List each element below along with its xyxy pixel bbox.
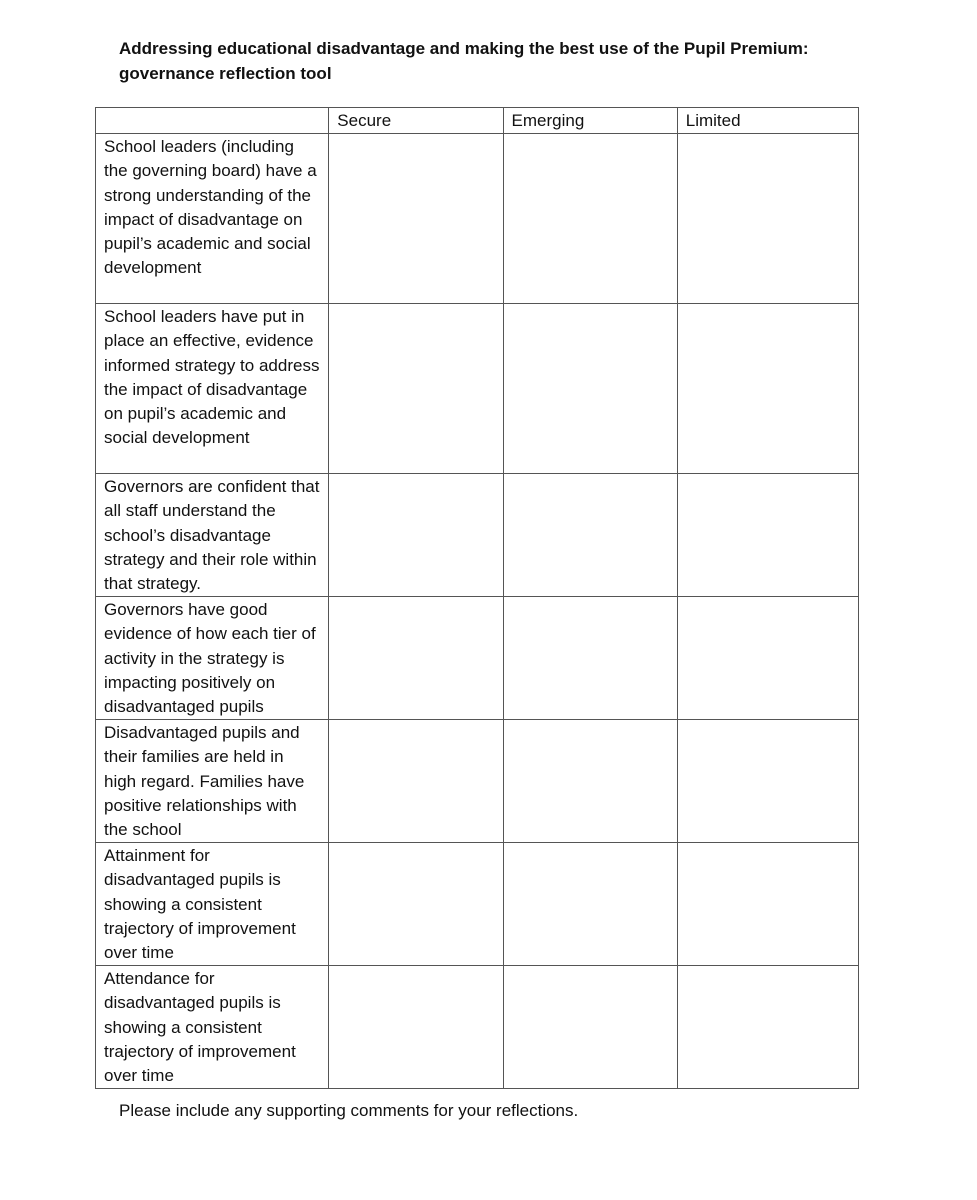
table-row xyxy=(96,134,859,304)
secure-cell[interactable] xyxy=(329,134,503,304)
secure-cell[interactable] xyxy=(329,474,503,597)
secure-cell[interactable] xyxy=(329,597,503,720)
header-secure: Secure xyxy=(329,108,503,134)
criterion-cell: Governors are confident that all staff understand the school’s disadvantage strategy and their role within that strategy. xyxy=(96,474,329,597)
emerging-cell[interactable] xyxy=(503,474,677,597)
emerging-cell[interactable] xyxy=(503,134,677,304)
table-row xyxy=(96,597,859,720)
header-criteria xyxy=(96,108,329,134)
supporting-comments-note: Please include any supporting comments for your reflections. xyxy=(119,1101,579,1120)
emerging-cell[interactable] xyxy=(503,304,677,474)
criterion-cell: Attainment for disadvantaged pupils is showing a consistent trajectory of improvement over time xyxy=(96,843,329,966)
secure-cell[interactable] xyxy=(329,304,503,474)
header-emerging: Emerging xyxy=(503,108,677,134)
criterion-cell: School leaders (including the governing board) have a strong understanding of the impact of disadvantage on pupil’s academic and social development xyxy=(96,134,329,304)
table-row xyxy=(96,720,859,843)
emerging-cell[interactable] xyxy=(503,597,677,720)
emerging-cell[interactable] xyxy=(503,966,677,1089)
limited-cell[interactable] xyxy=(677,134,858,304)
table-row xyxy=(96,474,859,597)
table-row xyxy=(96,304,859,474)
table-row xyxy=(96,843,859,966)
secure-cell[interactable] xyxy=(329,843,503,966)
limited-cell[interactable] xyxy=(677,843,858,966)
secure-cell[interactable] xyxy=(329,966,503,1089)
title-line-1: Addressing educational disadvantage and making the best use of the Pupil Premium: xyxy=(119,39,809,58)
criterion-cell: Attendance for disadvantaged pupils is showing a consistent trajectory of improvement over time xyxy=(96,966,329,1089)
criterion-cell: School leaders have put in place an effective, evidence informed strategy to address the impact of disadvantage on pupil’s academic and social development xyxy=(96,304,329,474)
limited-cell[interactable] xyxy=(677,966,858,1089)
emerging-cell[interactable] xyxy=(503,843,677,966)
limited-cell[interactable] xyxy=(677,304,858,474)
table-row xyxy=(96,966,859,1089)
title-line-2: governance reflection tool xyxy=(119,64,332,83)
limited-cell[interactable] xyxy=(677,597,858,720)
criterion-cell: Governors have good evidence of how each tier of activity in the strategy is impacting positively on disadvantaged pupils xyxy=(96,597,329,720)
emerging-cell[interactable] xyxy=(503,720,677,843)
page-title xyxy=(119,36,879,86)
secure-cell[interactable] xyxy=(329,720,503,843)
table-header-row xyxy=(96,108,859,134)
limited-cell[interactable] xyxy=(677,474,858,597)
reflection-table xyxy=(95,107,859,1089)
header-limited: Limited xyxy=(677,108,858,134)
criterion-cell: Disadvantaged pupils and their families are held in high regard. Families have positive relationships with the school xyxy=(96,720,329,843)
limited-cell[interactable] xyxy=(677,720,858,843)
